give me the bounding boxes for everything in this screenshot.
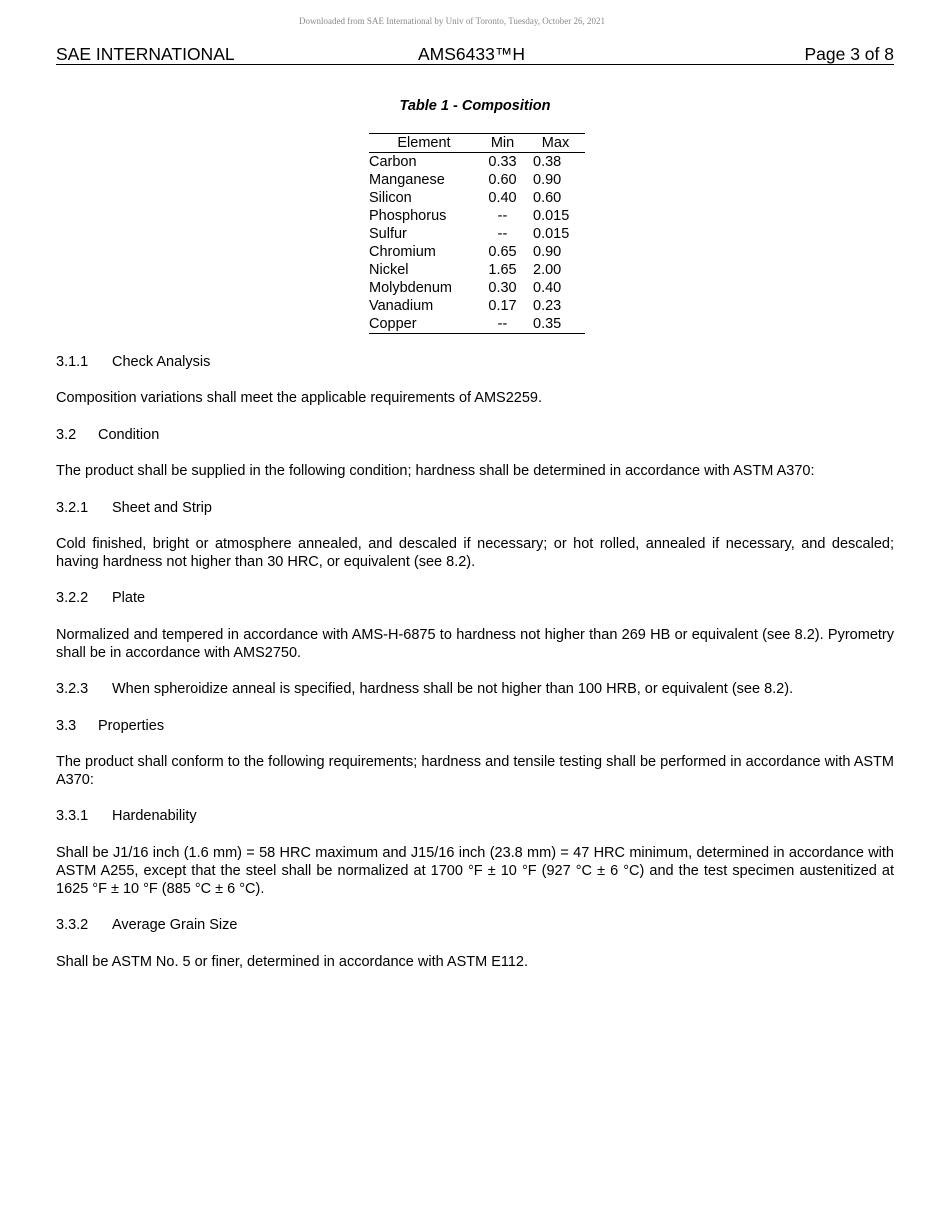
table-row (369, 189, 585, 207)
table-row (369, 279, 585, 297)
table-title: Table 1 - Composition (399, 98, 551, 114)
cell-max: 0.90 (533, 244, 562, 260)
cell-element: Silicon (369, 190, 412, 206)
section-number: 3.3.2 (56, 917, 89, 933)
download-watermark: Downloaded from SAE International by Univ of Toronto, Tuesday, October 26, 2021 (298, 16, 606, 26)
section-text-3-2-1: Cold finished, bright or atmosphere annealed, and descaled if necessary; or hot rolled, annealed if necessary, and descaled; having hardness not higher than 30 HRC, or equivalent (see 8.2). (56, 536, 894, 570)
header-doc-number: AMS6433™H (418, 44, 525, 64)
section-heading-3-3-1 (56, 807, 894, 825)
cell-min: -- (497, 226, 508, 242)
header-page-number: Page 3 of 8 (804, 44, 894, 64)
cell-max: 0.90 (533, 172, 562, 188)
section-number: 3.3.1 (56, 808, 89, 824)
cell-max: 0.38 (533, 154, 562, 170)
cell-element: Phosphorus (369, 208, 447, 224)
section-title: Condition (98, 427, 160, 443)
table-header-row (369, 134, 585, 153)
cell-element: Molybdenum (369, 280, 453, 296)
section-title: Properties (98, 718, 165, 734)
table-row (369, 225, 585, 243)
cell-max: 0.015 (533, 208, 570, 224)
section-heading-3-3 (56, 717, 894, 735)
cell-min: 1.65 (488, 262, 517, 278)
section-number: 3.2 (56, 427, 77, 443)
cell-element: Vanadium (369, 298, 434, 314)
table-row (369, 261, 585, 279)
section-heading-3-2-2 (56, 589, 894, 607)
section-number: 3.1.1 (56, 354, 89, 370)
cell-element: Nickel (369, 262, 409, 278)
section-heading-3-1-1 (56, 353, 894, 371)
cell-max: 0.40 (533, 280, 562, 296)
cell-min: -- (479, 315, 526, 334)
cell-element: Copper (369, 315, 479, 334)
section-heading-3-3-2 (56, 916, 894, 934)
section-number: 3.2.2 (56, 590, 89, 606)
section-number: 3.3 (56, 718, 77, 734)
section-text-3-3-1: Shall be J1/16 inch (1.6 mm) = 58 HRC maximum and J15/16 inch (23.8 mm) = 47 HRC minimum, determined in accordance with ASTM A255, except that the steel shall be normalized at 1700 °F ± 10 °F (927 °C ± 6 °C) and the test specimen austenitized at 1625 °F ± 10 °F (885 °C ± 6 °C). (56, 845, 894, 897)
table-row (369, 297, 585, 315)
cell-min: 0.65 (488, 244, 517, 260)
section-text-3-3: The product shall conform to the following requirements; hardness and tensile testing shall be performed in accordance with ASTM A370: (56, 754, 894, 788)
section-text-3-2-2: Normalized and tempered in accordance with AMS-H-6875 to hardness not higher than 269 HB or equivalent (see 8.2). Pyrometry shall be in accordance with AMS2750. (56, 627, 894, 661)
cell-max: 0.23 (533, 298, 562, 314)
column-header-min: Min (479, 134, 526, 153)
page-header (56, 44, 894, 65)
table-row (369, 153, 585, 172)
section-number: 3.2.1 (56, 500, 89, 516)
cell-element: Manganese (369, 172, 445, 188)
cell-min: 0.17 (488, 298, 517, 314)
section-text-3-1-1: Composition variations shall meet the applicable requirements of AMS2259. (56, 390, 543, 406)
section-title: Plate (112, 590, 146, 606)
cell-min: 0.30 (488, 280, 517, 296)
cell-min: 0.40 (488, 190, 517, 206)
table-row (369, 243, 585, 261)
section-heading-3-2-1 (56, 499, 894, 517)
cell-max: 2.00 (533, 262, 562, 278)
cell-min: -- (497, 208, 508, 224)
cell-min: 0.33 (488, 154, 517, 170)
column-header-max: Max (526, 134, 585, 153)
cell-element: Carbon (369, 154, 417, 170)
cell-max: 0.35 (526, 315, 585, 334)
section-title: Hardenability (112, 808, 197, 824)
cell-min: 0.60 (488, 172, 517, 188)
section-number: 3.2.3 (56, 681, 89, 697)
section-text-3-3-2: Shall be ASTM No. 5 or finer, determined in accordance with ASTM E112. (56, 954, 529, 970)
cell-max: 0.015 (533, 226, 570, 242)
section-3-2-3 (56, 680, 894, 698)
header-org: SAE INTERNATIONAL (56, 44, 235, 64)
table-row (369, 207, 585, 225)
cell-element: Sulfur (369, 226, 407, 242)
section-title: Average Grain Size (112, 917, 238, 933)
column-header-element: Element (369, 134, 479, 153)
section-title: Check Analysis (112, 354, 211, 370)
section-text: When spheroidize anneal is specified, hardness shall be not higher than 100 HRB, or equivalent (see 8.2). (112, 681, 794, 697)
cell-element: Chromium (369, 244, 436, 260)
section-title: Sheet and Strip (112, 500, 212, 516)
table-row (369, 315, 585, 334)
section-heading-3-2 (56, 426, 894, 444)
composition-table (369, 133, 585, 334)
table-row (369, 171, 585, 189)
cell-max: 0.60 (533, 190, 562, 206)
section-text-3-2: The product shall be supplied in the following condition; hardness shall be determined in accordance with ASTM A370: (56, 463, 815, 479)
